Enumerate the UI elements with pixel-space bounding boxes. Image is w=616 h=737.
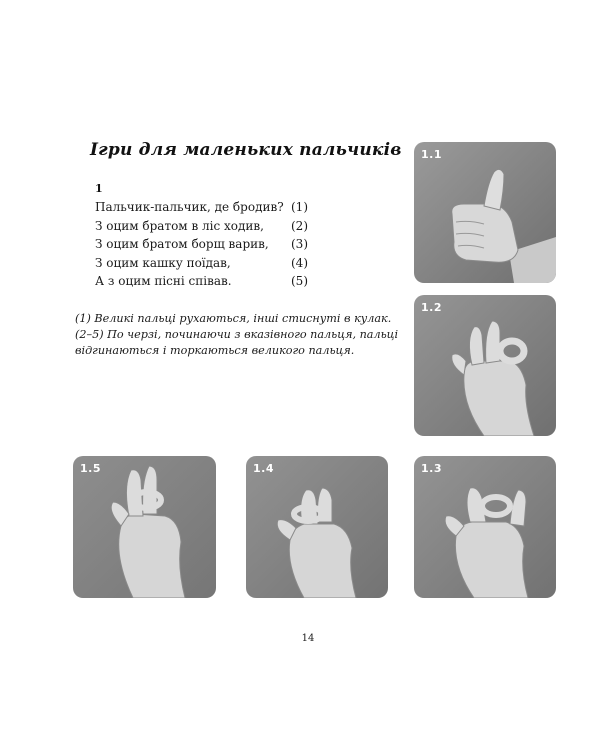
instruction-note: (2–5) По черзі, починаючи з вказівного пальця, пальці відгинаються і торкаються великого пальця.	[75, 328, 399, 357]
photo-label: 1.4	[253, 462, 274, 475]
instructions	[75, 311, 415, 359]
poem-line	[95, 272, 315, 291]
photo-label: 1.3	[421, 462, 442, 475]
page-title: Ігри для маленьких пальчиків	[90, 140, 402, 160]
poem-line-text: З оцим братом в ліс ходив,	[95, 218, 264, 233]
photo-label: 1.5	[80, 462, 101, 475]
poem-line	[95, 198, 315, 217]
poem-line-text: Пальчик-пальчик, де бродив?	[95, 200, 284, 214]
photo-1-3	[414, 456, 556, 598]
poem-line-marker: (5)	[291, 274, 308, 288]
thumbs-up-hand-photo-icon	[414, 142, 556, 283]
poem-line-text: З оцим братом борщ варив,	[95, 237, 269, 251]
photo-label: 1.1	[421, 148, 442, 161]
index-thumb-touch-hand-photo-icon	[414, 295, 556, 436]
ring-thumb-touch-hand-photo-icon	[246, 456, 388, 598]
photo-1-5	[73, 456, 216, 598]
poem-line-text: З оцим кашку поїдав,	[95, 255, 231, 270]
poem-number: 1	[95, 182, 103, 195]
photo-1-4	[246, 456, 388, 598]
poem-line	[95, 254, 315, 273]
pinky-thumb-touch-hand-photo-icon	[73, 456, 216, 598]
poem-line-marker: (4)	[291, 255, 308, 270]
poem-line-marker: (2)	[291, 218, 308, 233]
poem-line-text: А з оцим пісні співав.	[95, 274, 232, 288]
poem-line-marker: (1)	[291, 200, 308, 214]
poem	[95, 198, 315, 291]
photo-label: 1.2	[421, 301, 442, 314]
poem-line-marker: (3)	[291, 237, 308, 251]
instruction-note: (1) Великі пальці рухаються, інші стиснуті в кулак.	[75, 312, 392, 325]
photo-1-2	[414, 295, 556, 436]
middle-thumb-touch-hand-photo-icon	[414, 456, 556, 598]
poem-line	[95, 235, 315, 254]
photo-1-1	[414, 142, 556, 283]
poem-line	[95, 217, 315, 236]
page-number: 14	[301, 633, 315, 644]
